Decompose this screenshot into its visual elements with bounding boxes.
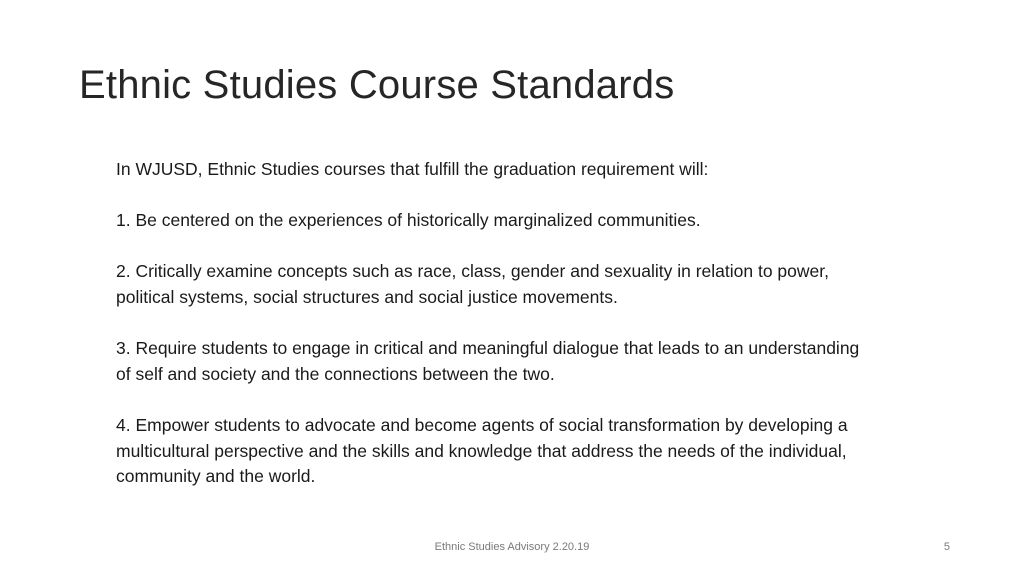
- standard-item-1: 1. Be centered on the experiences of historically marginalized communities.: [116, 210, 701, 231]
- slide-title: Ethnic Studies Course Standards: [79, 63, 675, 107]
- standard-item-3: 3. Require students to engage in critical and meaningful dialogue that leads to an understanding of self and society and the connections between the two.: [116, 338, 860, 384]
- standard-item-4: 4. Empower students to advocate and become agents of social transformation by developing a multicultural perspective and the skills and knowledge that address the needs of the individual, community and the world.: [116, 414, 848, 487]
- slide-body: [116, 157, 876, 490]
- slide-footer: Ethnic Studies Advisory 2.20.19: [434, 541, 590, 553]
- standard-item-2: 2. Critically examine concepts such as race, class, gender and sexuality in relation to power, political systems, social structures and social justice movements.: [116, 261, 829, 307]
- intro-paragraph: In WJUSD, Ethnic Studies courses that fulfill the graduation requirement will:: [116, 159, 709, 179]
- page-number: 5: [943, 541, 950, 553]
